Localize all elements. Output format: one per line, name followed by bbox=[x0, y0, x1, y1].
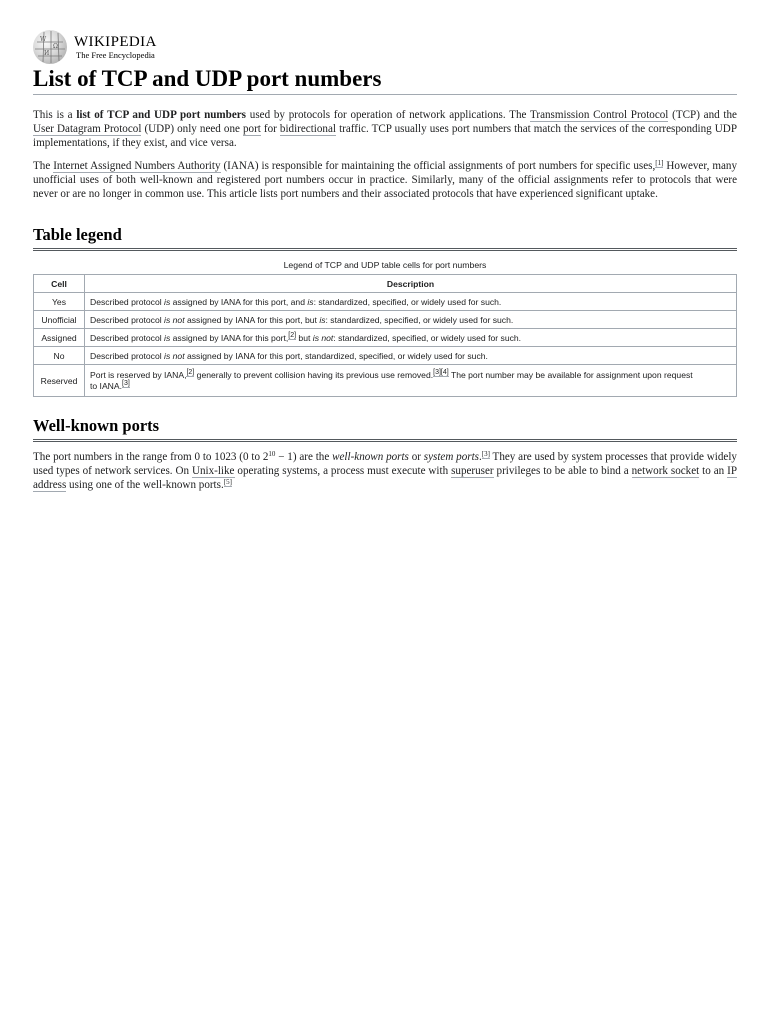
text: However, many unofficial uses of both well-known and registered port numbers occur in practice. Similarly, many of the official assignments refer to protocols that were never or are no longer in common use. This article lists port numbers and their associated protocols that have experienced significant uptake. bbox=[33, 160, 737, 200]
text: This is a bbox=[33, 109, 77, 121]
exponent: 10 bbox=[268, 450, 276, 458]
svg-text:W: W bbox=[40, 36, 47, 43]
link-unix-like[interactable]: Unix-like bbox=[191, 465, 235, 477]
description-line bbox=[90, 381, 731, 392]
table-row bbox=[34, 293, 737, 311]
description bbox=[85, 293, 737, 311]
section-heading-table-legend: Table legend bbox=[33, 225, 737, 251]
reference-1[interactable]: [1] bbox=[655, 159, 664, 167]
emphasis: is not bbox=[164, 314, 185, 325]
article bbox=[33, 30, 737, 492]
description bbox=[85, 329, 737, 347]
description bbox=[85, 311, 737, 329]
text: for bbox=[260, 123, 280, 135]
emphasis: system ports bbox=[423, 451, 479, 463]
bold-term: list of TCP and UDP port numbers bbox=[76, 109, 247, 121]
description bbox=[85, 347, 737, 365]
table-caption: Legend of TCP and UDP table cells for port numbers bbox=[283, 260, 487, 270]
text: : standardized, specified, or widely used for such. bbox=[325, 314, 514, 325]
page-title: List of TCP and UDP port numbers bbox=[33, 65, 737, 95]
table-header-row bbox=[34, 275, 737, 293]
text: traffic. TCP usually uses port numbers that match the services of the corresponding UDP implementations, if they exist, and vice versa. bbox=[33, 123, 737, 149]
emphasis: is bbox=[164, 296, 171, 307]
link-bidirectional[interactable]: bidirectional bbox=[279, 123, 336, 135]
text: The bbox=[33, 160, 54, 172]
cell-unofficial: Unofficial bbox=[34, 311, 85, 329]
header-cell: Cell bbox=[34, 275, 85, 293]
emphasis: well-known ports bbox=[332, 451, 409, 463]
legend-table bbox=[33, 274, 737, 397]
puzzle-globe-icon bbox=[33, 30, 67, 64]
cell-no: No bbox=[34, 347, 85, 365]
reference-5[interactable]: [5] bbox=[223, 478, 232, 486]
description-line bbox=[90, 370, 731, 381]
text: Described protocol bbox=[90, 350, 165, 361]
emphasis: is bbox=[319, 314, 326, 325]
intro-paragraph-1 bbox=[33, 108, 737, 150]
well-known-paragraph bbox=[33, 450, 737, 492]
table-row bbox=[34, 311, 737, 329]
text: assigned by IANA for this port, but bbox=[184, 314, 320, 325]
text: (UDP) only need one bbox=[141, 123, 243, 135]
text: The port number may be available for assignment upon request bbox=[448, 369, 693, 380]
svg-text:И: И bbox=[44, 50, 50, 57]
header-description: Description bbox=[85, 275, 737, 293]
reference-4[interactable]: [4] bbox=[440, 368, 449, 376]
text: : standardized, specified, or widely used for such. bbox=[313, 296, 502, 307]
text: or bbox=[408, 451, 424, 463]
text: assigned by IANA for this port, and bbox=[170, 296, 308, 307]
text: generally to prevent collision having its previous use removed. bbox=[194, 369, 434, 380]
text: assigned by IANA for this port, bbox=[170, 332, 289, 343]
link-superuser[interactable]: superuser bbox=[451, 465, 494, 477]
link-tcp[interactable]: Transmission Control Protocol bbox=[529, 109, 669, 121]
text: to an bbox=[699, 465, 728, 477]
link-ip-address[interactable]: IP address bbox=[33, 465, 737, 491]
reference-2[interactable]: [2] bbox=[186, 368, 195, 376]
reference-3[interactable]: [3] bbox=[481, 450, 490, 458]
text: They are used by system processes that provide widely used types of network services. On bbox=[33, 451, 737, 477]
wordmark bbox=[74, 35, 157, 60]
text: Described protocol bbox=[90, 296, 165, 307]
text: : standardized, specified, or widely used for such. bbox=[333, 332, 522, 343]
table-row bbox=[34, 365, 737, 397]
emphasis: is bbox=[164, 332, 171, 343]
text: used by protocols for operation of network applications. The bbox=[246, 109, 530, 121]
table-row bbox=[34, 347, 737, 365]
text: assigned by IANA for this port, standardized, specified, or widely used for such. bbox=[184, 350, 488, 361]
intro-paragraph-2 bbox=[33, 159, 737, 201]
link-iana[interactable]: Internet Assigned Numbers Authority bbox=[53, 160, 221, 172]
link-network-socket[interactable]: network socket bbox=[631, 465, 700, 477]
emphasis: is not bbox=[164, 350, 185, 361]
emphasis: is bbox=[307, 296, 314, 307]
wikipedia-logo[interactable] bbox=[33, 30, 737, 64]
text: using one of the well-known ports. bbox=[66, 479, 224, 491]
reference-3[interactable]: [3] bbox=[122, 379, 130, 387]
text: Port is reserved by IANA, bbox=[90, 369, 187, 380]
table-row bbox=[34, 329, 737, 347]
text: to IANA. bbox=[90, 380, 122, 391]
link-port[interactable]: port bbox=[242, 123, 261, 135]
text: Described protocol bbox=[90, 332, 165, 343]
cell-reserved: Reserved bbox=[34, 365, 85, 397]
reference-3[interactable]: [3] bbox=[433, 368, 441, 376]
cell-yes: Yes bbox=[34, 293, 85, 311]
text: − 1) are the bbox=[275, 451, 333, 463]
section-heading-well-known-ports: Well-known ports bbox=[33, 416, 737, 442]
text: but bbox=[296, 332, 313, 343]
text: The port numbers in the range from 0 to 1023 (0 to 2 bbox=[33, 451, 269, 463]
emphasis: is not bbox=[312, 332, 334, 343]
description bbox=[85, 365, 737, 397]
text: . bbox=[478, 451, 482, 463]
svg-text:Ω: Ω bbox=[53, 43, 58, 50]
text: operating systems, a process must execute with bbox=[234, 465, 452, 477]
text: (TCP) and the bbox=[668, 109, 737, 121]
wordmark-subtitle: The Free Encyclopedia bbox=[76, 49, 155, 60]
text: privileges to be able to bind a bbox=[493, 465, 632, 477]
link-udp[interactable]: User Datagram Protocol bbox=[33, 123, 142, 135]
reference-2[interactable]: [2] bbox=[288, 331, 297, 339]
cell-assigned: Assigned bbox=[34, 329, 85, 347]
text: (IANA) is responsible for maintaining the official assignments of port numbers for specific uses, bbox=[220, 160, 656, 172]
text: Described protocol bbox=[90, 314, 165, 325]
wordmark-title: WIKIPEDIA bbox=[74, 33, 157, 50]
